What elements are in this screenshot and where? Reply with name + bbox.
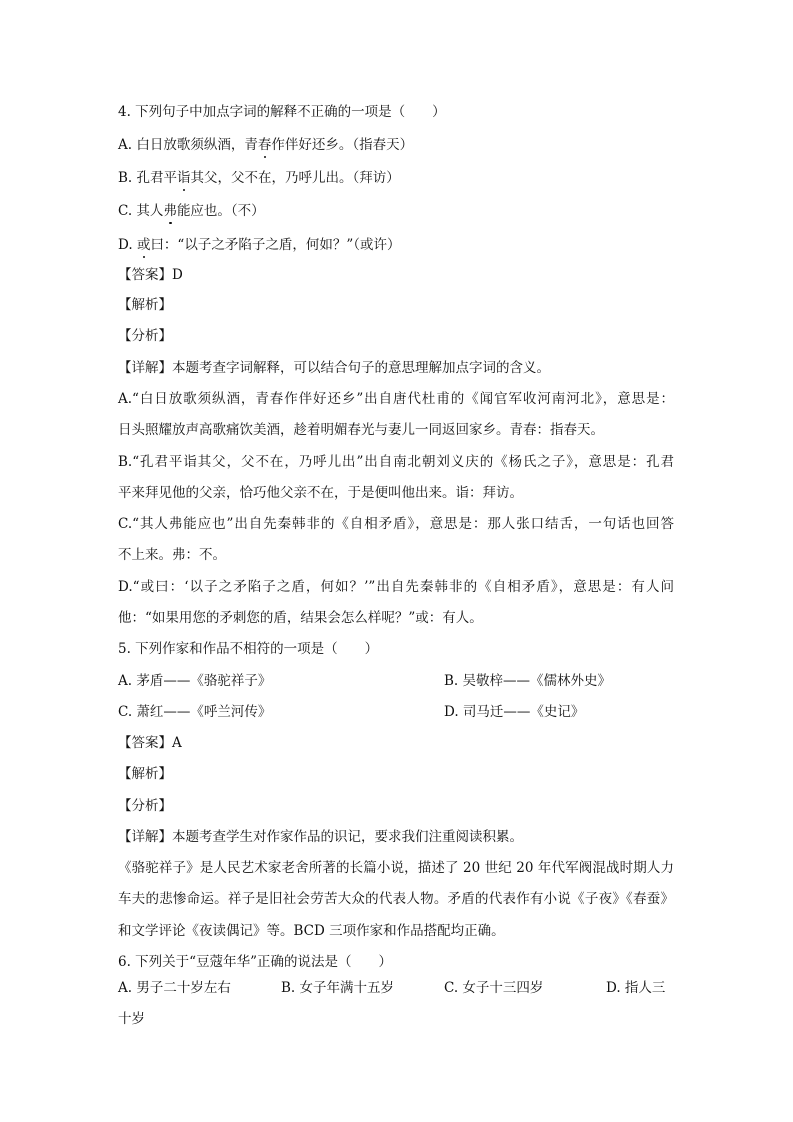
q4-explain-a-2: 日头照耀放声高歌痛饮美酒，趁着明媚春光与妻儿一同返回家乡。青春：指春天。	[118, 422, 604, 438]
q4-a-post: 作伴好还乡。（指春天）	[271, 137, 414, 153]
q4-stem: 4. 下列句子中加点字词的解释不正确的一项是（ ）	[118, 104, 446, 120]
q4-fenxi: 【分析】	[118, 328, 172, 344]
q6-option-a: A. 男子二十岁左右	[118, 980, 231, 996]
q5-option-d: D. 司马迁——《史记》	[444, 704, 585, 720]
q5-fenxi: 【分析】	[118, 798, 172, 814]
q4-option-a	[118, 136, 413, 154]
q4-a-pre: A. 白日放歌须纵酒，青	[118, 137, 258, 153]
q4-detail: 【详解】本题考查字词解释，可以结合句子的意思理解加点字词的含义。	[118, 360, 550, 376]
q4-explain-b-1: B.“孔君平诣其父，父不在，乃呼儿出”出自南北朝刘义庆的《杨氏之子》，意思是：孔君	[118, 454, 674, 470]
q4-c-dotted-char: 弗	[163, 203, 177, 219]
q4-b-dotted-char: 诣	[177, 170, 191, 186]
q4-explain-c-1: C.“其人弗能应也”出自先秦韩非的《自相矛盾》，意思是：那人张口结舌，一句话也回答	[118, 516, 674, 532]
q4-explain-a-1: A.“白日放歌须纵酒，青春作伴好还乡”出自唐代杜甫的《闻官军收河南河北》，意思是：	[118, 391, 674, 407]
q4-option-b	[118, 169, 400, 187]
q6-option-b: B. 女子年满十五岁	[281, 980, 395, 996]
q4-d-post: 曰：“以子之矛陷子之盾，何如？”（或许）	[150, 237, 401, 253]
q4-jiexi: 【解析】	[118, 297, 172, 313]
q4-b-post: 其父，父不在，乃呼儿出。（拜访）	[190, 170, 400, 186]
q5-explain-1: 《骆驼祥子》是人民艺术家老舍所著的长篇小说，描述了 20 世纪 20 年代军阀混战时期人力	[118, 860, 674, 876]
q4-explain-c-2: 不上来。弗：不。	[118, 547, 226, 563]
q5-explain-3: 和文学评论《夜读偶记》等。BCD 三项作家和作品搭配均正确。	[118, 923, 505, 939]
q6-option-d-cont: 十岁	[118, 1011, 145, 1027]
q5-explain-2: 车夫的悲惨命运。祥子是旧社会劳苦大众的代表人物。矛盾的代表作有小说《子夜》《春蚕》	[118, 891, 674, 907]
q4-d-dotted-char: 或	[136, 237, 151, 253]
q6-option-d: D. 指人三	[606, 980, 666, 996]
q4-b-pre: B. 孔君平	[118, 170, 178, 186]
q4-a-dotted-char: 春	[257, 137, 272, 153]
q5-stem: 5. 下列作家和作品不相符的一项是（ ）	[118, 641, 379, 657]
q6-option-c: C. 女子十三四岁	[444, 980, 544, 996]
q5-option-b: B. 吴敬梓——《儒林外史》	[444, 673, 612, 689]
q4-option-d	[118, 236, 401, 254]
q5-jiexi: 【解析】	[118, 766, 172, 782]
q4-explain-d-2: 他：“如果用您的矛刺您的盾，结果会怎么样呢？”或：有人。	[118, 610, 483, 626]
q6-stem: 6. 下列关于“豆蔻年华”正确的说法是（ ）	[118, 954, 392, 970]
q5-answer: 【答案】A	[118, 735, 182, 751]
q4-explain-d-1: D.“或曰：‘以子之矛陷子之盾，何如？’”出自先秦韩非的《自相矛盾》，意思是：有人问	[118, 579, 674, 595]
q5-detail: 【详解】本题考查学生对作家作品的识记，要求我们注重阅读积累。	[118, 829, 523, 845]
q4-c-post: 能应也。（不）	[176, 203, 265, 219]
q4-option-c	[118, 202, 265, 220]
q5-option-c: C. 萧红——《呼兰河传》	[118, 704, 272, 720]
q4-answer: 【答案】D	[118, 267, 183, 283]
q4-c-pre: C. 其人	[118, 203, 164, 219]
q4-explain-b-2: 平来拜见他的父亲，恰巧他父亲不在，于是便叫他出来。诣：拜访。	[118, 485, 523, 501]
q4-d-pre: D.	[118, 237, 137, 253]
q5-option-a: A. 茅盾——《骆驼祥子》	[118, 673, 272, 689]
